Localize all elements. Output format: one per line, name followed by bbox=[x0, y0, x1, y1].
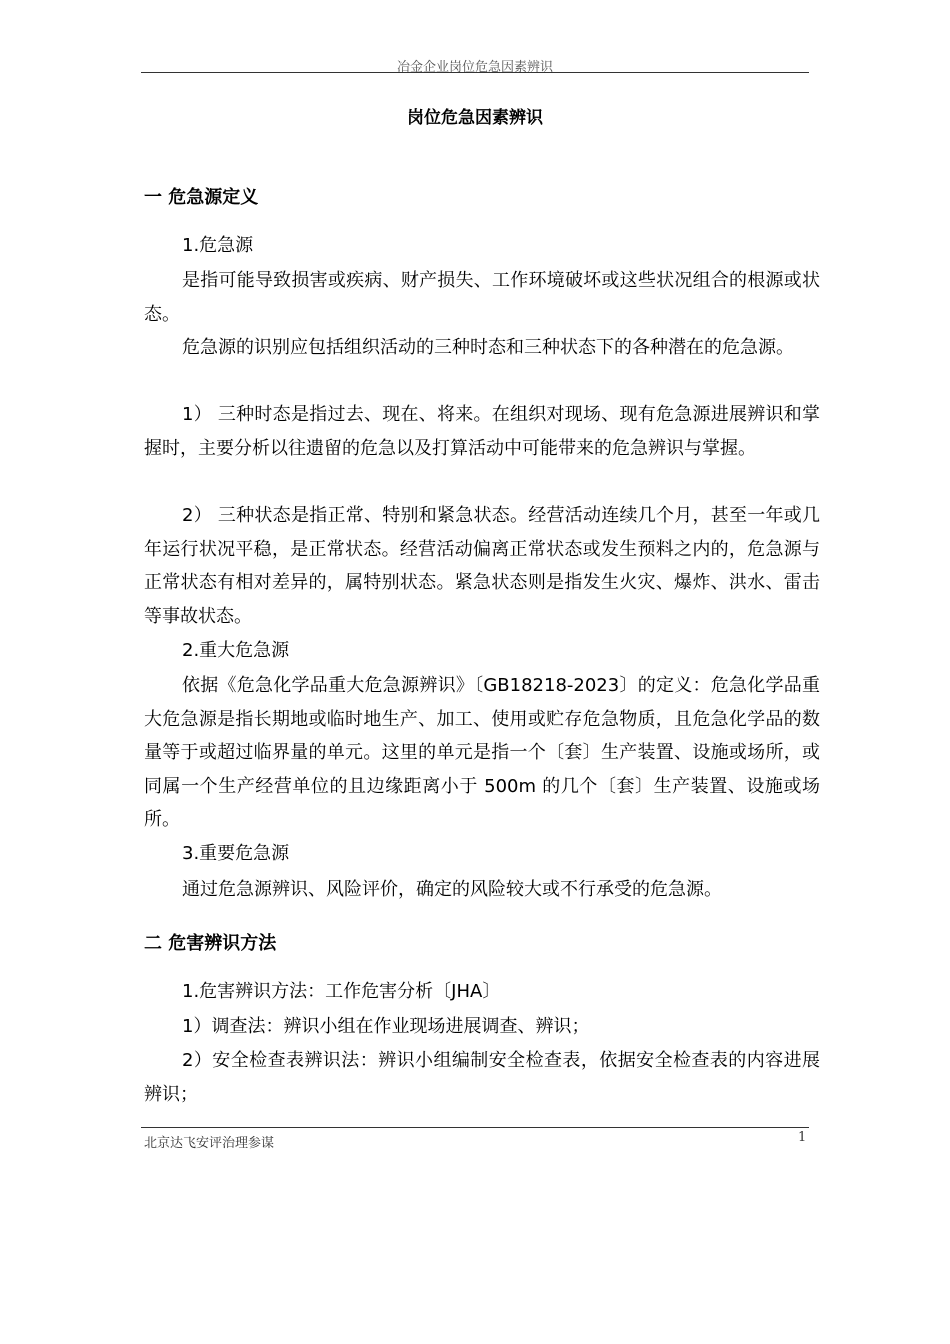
section-heading-1: 一 危急源定义 bbox=[144, 187, 259, 208]
paragraph: 是指可能导致损害或疾病、财产损失、工作环境破坏或这些状况组合的根源或状态。 bbox=[144, 270, 820, 325]
paragraph: 1.危害辨识方法：工作危害分析〔JHA〕 bbox=[182, 981, 501, 1002]
paragraph: 2）安全检查表辨识法：辨识小组编制安全检查表，依据安全检查表的内容进展辨识； bbox=[144, 1050, 820, 1105]
paragraph: 通过危急源辨识、风险评价，确定的风险较大或不行承受的危急源。 bbox=[182, 879, 722, 900]
document-title: 岗位危急因素辨识 bbox=[407, 108, 543, 128]
paragraph: 1）调查法：辨识小组在作业现场进展调查、辨识； bbox=[182, 1016, 590, 1037]
paragraph: 2） 三种状态是指正常、特别和紧急状态。经营活动连续几个月，甚至一年或几年运行状况平稳，是正常状态。经营活动偏离正常状态或发生预料之内的，危急源与正常状态有相对差异的，属特别状态。紧急状态则是指发生火灾、爆炸、洪水、雷击等事故状态。 bbox=[144, 505, 820, 627]
paragraph: 1.危急源 bbox=[182, 235, 254, 256]
header-rule bbox=[141, 72, 809, 73]
footer-text: 北京达飞安评治理参谋 bbox=[144, 1136, 275, 1151]
paragraph: 依据《危急化学品重大危急源辨识》〔GB18218-2023〕的定义：危急化学品重大危急源是指长期地或临时地生产、加工、使用或贮存危急物质，且危急化学品的数量等于或超过临界量的单元。这里的单元是指一个〔套〕生产装置、设施或场所，或同属一个生产经营单位的且边缘距离小于 500m 的几个〔套〕生产装置、设施或场所。 bbox=[144, 675, 820, 830]
footer-rule bbox=[141, 1127, 809, 1128]
page-number: 1 bbox=[798, 1130, 807, 1145]
paragraph: 2.重大危急源 bbox=[182, 640, 290, 661]
paragraph: 3.重要危急源 bbox=[182, 843, 290, 864]
page-header: 冶金企业岗位危急因素辨识 bbox=[396, 60, 553, 75]
paragraph: 危急源的识别应包括组织活动的三种时态和三种状态下的各种潜在的危急源。 bbox=[182, 337, 794, 358]
paragraph: 1） 三种时态是指过去、现在、将来。在组织对现场、现有危急源进展辨识和掌握时，主要分析以往遗留的危急以及打算活动中可能带来的危急辨识与掌握。 bbox=[144, 404, 820, 459]
section-heading-2: 二 危害辨识方法 bbox=[144, 933, 277, 954]
